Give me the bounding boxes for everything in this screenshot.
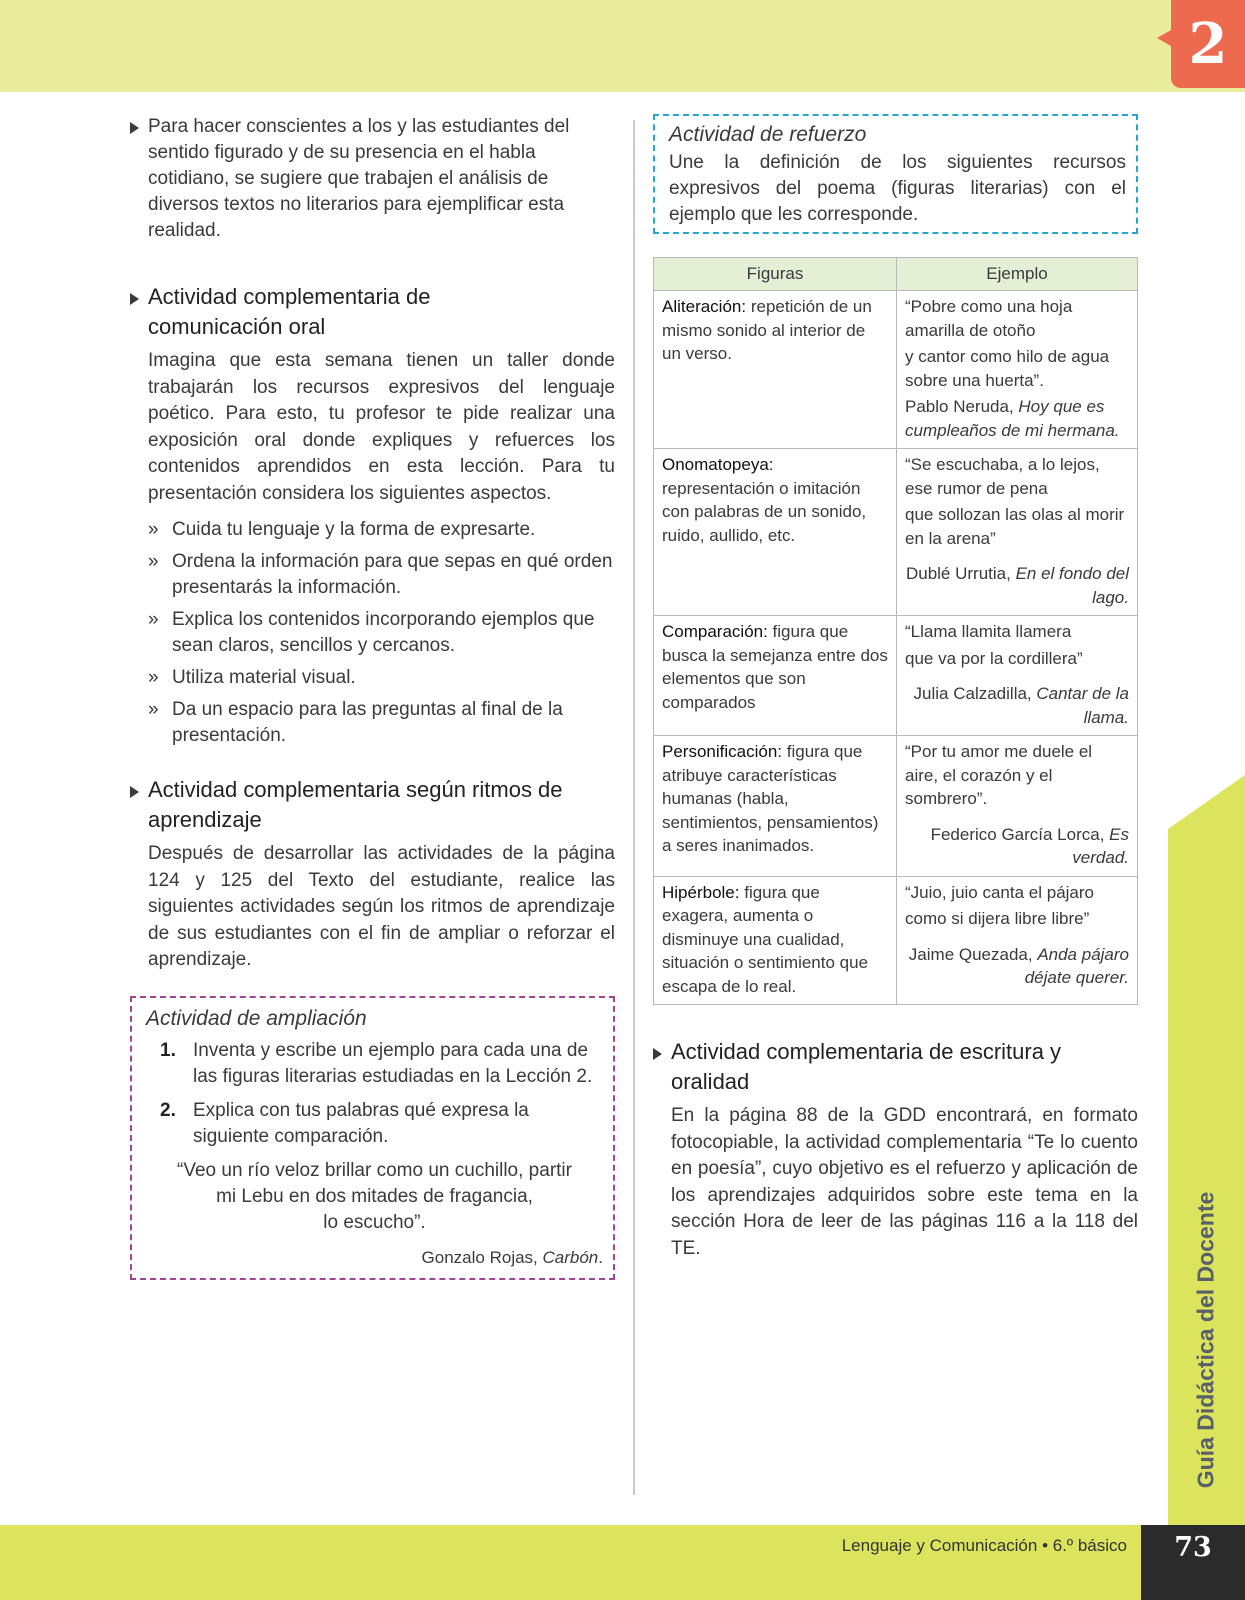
ampliacion-title: Actividad de ampliación — [146, 1006, 367, 1030]
raquo-icon: » — [148, 609, 159, 630]
ampliacion-quote: “Veo un río veloz brillar como un cuchillo, partir mi Lebu en dos mitades de fragancia, lo escucho”. — [177, 1159, 572, 1233]
column-divider — [633, 120, 635, 1495]
chapter-tab: 2 — [1171, 0, 1245, 88]
figure-definition: Comparación: figura que busca la semejanza entre dos elementos que son comparados — [654, 616, 897, 736]
right-column — [653, 114, 1138, 1262]
table-row — [654, 876, 1138, 1005]
table-header-row — [654, 258, 1138, 291]
header-band — [0, 0, 1245, 92]
table-row — [654, 449, 1138, 616]
figure-example: “Juio, juio canta el pájaro como si dijera libre libre” Jaime Quezada, Anda pájaro déjate querer. — [897, 876, 1138, 1005]
figure-definition: Aliteración: repetición de un mismo sonido al interior de un verso. — [654, 291, 897, 449]
triangle-bullet-icon — [653, 1048, 662, 1060]
list-item: » Cuida tu lenguaje y la forma de expresarte. — [148, 517, 615, 543]
figure-definition: Hipérbole: figura que exagera, aumenta o disminuye una cualidad, situación o sentimiento que escapa de lo real. — [654, 876, 897, 1005]
ampliacion-box — [130, 996, 615, 1280]
escritura-section-text: En la página 88 de la GDD encontrará, en formato fotocopiable, la actividad complementaria “Te lo cuento en poesía”, cuyo objetivo es el refuerzo y aplicación de los aprendizajes adquiridos sobre este tema en la sección Hora de leer de las páginas 116 a la 118 del TE. — [671, 1105, 1138, 1259]
figure-example: “Por tu amor me duele el aire, el corazón y el sombrero”. Federico García Lorca, Es verdad. — [897, 736, 1138, 877]
side-label: Guía Didáctica del Docente — [1192, 1191, 1219, 1489]
triangle-bullet-icon — [130, 122, 139, 134]
refuerzo-title: Actividad de refuerzo — [669, 123, 867, 146]
oral-section-title: Actividad complementaria de comunicación oral — [130, 282, 615, 342]
raquo-icon: » — [148, 667, 159, 688]
list-item: » Utiliza material visual. — [148, 665, 615, 691]
figure-definition: Personificación: figura que atribuye características humanas (habla, sentimientos, pensamientos) a seres inanimados. — [654, 736, 897, 877]
raquo-icon: » — [148, 551, 159, 572]
list-item: 2. Explica con tus palabras qué expresa la siguiente comparación. — [160, 1099, 529, 1147]
ampliacion-list — [146, 1038, 603, 1150]
raquo-icon: » — [148, 699, 159, 720]
escritura-section-title: Actividad complementaria de escritura y oralidad — [653, 1037, 1138, 1097]
escritura-section — [653, 1037, 1138, 1262]
oral-section — [130, 282, 615, 749]
table-row — [654, 736, 1138, 877]
triangle-bullet-icon — [130, 786, 139, 798]
ritmos-section — [130, 775, 615, 974]
oral-aspects-list — [148, 517, 615, 749]
list-item: » Ordena la información para que sepas en qué orden presentarás la información. — [148, 551, 613, 598]
ritmos-section-text: Después de desarrollar las actividades de la página 124 y 125 del Texto del estudiante, realice las siguientes actividades según los ritmos de aprendizaje de sus estudiantes con el fin de ampliar o reforzar el aprendizaje. — [148, 843, 615, 970]
table-row — [654, 616, 1138, 736]
refuerzo-text: Une la definición de los siguientes recursos expresivos del poema (figuras literarias) con el ejemplo que les corresponde. — [669, 152, 1126, 225]
ampliacion-quote-author: Gonzalo Rojas, Carbón. — [421, 1247, 603, 1267]
figure-example: “Llama llamita llamera que va por la cordillera” Julia Calzadilla, Cantar de la llama. — [897, 616, 1138, 736]
footer-subject: Lenguaje y Comunicación • 6.º básico — [841, 1536, 1127, 1555]
oral-section-text: Imagina que esta semana tienen un taller donde trabajarán los recursos expresivos del lenguaje poético. Para esto, tu profesor te pide realizar una exposición oral donde expliques y refuerces los contenidos aprendidos en esta lección. Para tu presentación considera los siguientes aspectos. — [148, 350, 615, 504]
figure-example: “Se escuchaba, a lo lejos, ese rumor de pena que sollozan las olas al morir en la arena” Dublé Urrutia, En el fondo del lago. — [897, 449, 1138, 616]
intro-paragraph: Para hacer conscientes a los y las estudiantes del sentido figurado y de su presencia en el habla cotidiano, se sugiere que trabajen el análisis de diversos textos no literarios para ejemplificar esta realidad. — [130, 114, 615, 244]
triangle-bullet-icon — [130, 293, 139, 305]
column-header: Figuras — [654, 258, 897, 291]
side-band-tip — [1168, 775, 1245, 829]
page-number: 73 — [1141, 1525, 1245, 1600]
raquo-icon: » — [148, 519, 159, 540]
figures-table — [653, 257, 1138, 1005]
list-item: » Da un espacio para las preguntas al final de la presentación. — [148, 699, 563, 746]
column-header: Ejemplo — [897, 258, 1138, 291]
ritmos-section-title: Actividad complementaria según ritmos de aprendizaje — [130, 775, 615, 835]
list-item: 1. Inventa y escribe un ejemplo para cada una de las figuras literarias estudiadas en la Lección 2. — [160, 1039, 593, 1087]
left-column — [130, 114, 615, 1280]
refuerzo-box — [653, 114, 1138, 234]
table-row — [654, 291, 1138, 449]
list-item: » Explica los contenidos incorporando ejemplos que sean claros, sencillos y cercanos. — [148, 609, 595, 656]
figure-definition: Onomatopeya: representación o imitación con palabras de un sonido, ruido, aullido, etc. — [654, 449, 897, 616]
figure-example: “Pobre como una hoja amarilla de otoño y cantor como hilo de agua sobre una huerta”. Pablo Neruda, Hoy que es cumpleaños de mi hermana. — [897, 291, 1138, 449]
